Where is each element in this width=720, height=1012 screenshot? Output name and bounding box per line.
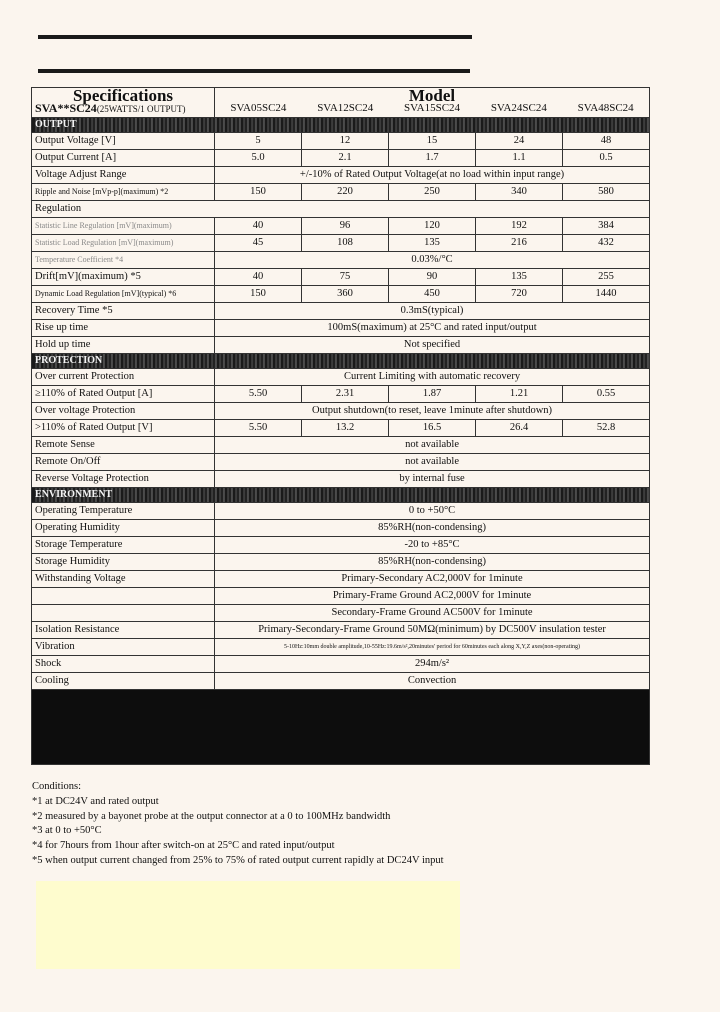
span-value-cell: Primary-Secondary-Frame Ground 50MΩ(minimum) by DC500V insulation tester [215, 622, 650, 639]
value-cell: 2.1 [302, 150, 389, 167]
row-label: Statistic Load Regulation [mV](maximum) [32, 235, 215, 252]
value-cell: 0.5 [563, 150, 650, 167]
value-cell: 5 [215, 133, 302, 150]
row-label: Remote Sense [32, 437, 215, 454]
value-cell: 120 [389, 218, 476, 235]
table-row [32, 133, 650, 150]
value-cell: 26.4 [476, 420, 563, 437]
value-cell: 384 [563, 218, 650, 235]
section-band-label: ENVIRONMENT [32, 488, 650, 503]
span-value-cell: 100mS(maximum) at 25°C and rated input/output [215, 320, 650, 337]
value-cell: 12 [302, 133, 389, 150]
span-value-cell: not available [215, 437, 650, 454]
value-cell: 90 [389, 269, 476, 286]
value-cell: 52.8 [563, 420, 650, 437]
span-value-cell: not available [215, 454, 650, 471]
value-cell: 1.87 [389, 386, 476, 403]
value-cell: 580 [563, 184, 650, 201]
spec-header-cell [32, 88, 215, 118]
row-label: Withstanding Voltage [32, 571, 215, 588]
row-label: Isolation Resistance [32, 622, 215, 639]
row-label: Output Voltage [V] [32, 133, 215, 150]
table-row [32, 588, 650, 605]
value-cell: 96 [302, 218, 389, 235]
section-band [32, 488, 650, 503]
span-value-cell: Secondary-Frame Ground AC500V for 1minute [215, 605, 650, 622]
value-cell: 1.1 [476, 150, 563, 167]
value-cell: 220 [302, 184, 389, 201]
span-value-cell: 0.3mS(typical) [215, 303, 650, 320]
value-cell: 192 [476, 218, 563, 235]
model-names [215, 102, 649, 115]
span-value-cell: 0.03%/°C [215, 252, 650, 269]
table-row [32, 437, 650, 454]
table-row [32, 386, 650, 403]
span-value-cell: by internal fuse [215, 471, 650, 488]
row-label: Ripple and Noise [mVp-p](maximum) *2 [32, 184, 215, 201]
highlight-box [36, 881, 460, 969]
row-label: Over voltage Protection [32, 403, 215, 420]
value-cell: 216 [476, 235, 563, 252]
span-value-cell: 294m/s² [215, 656, 650, 673]
row-label: Output Current [A] [32, 150, 215, 167]
table-row [32, 235, 650, 252]
row-label: Statistic Line Regulation [mV](maximum) [32, 218, 215, 235]
condition-note: *3 at 0 to +50°C [32, 825, 102, 837]
span-value-cell: 5-10Hz:10mm double amplitude,10-55Hz:19.6m/s²,20minutes' period for 60minutes each along X,Y,Z axes(non-operating) [215, 639, 650, 656]
table-row [32, 673, 650, 690]
model-header-cell [215, 88, 650, 118]
table-row [32, 337, 650, 354]
series-name: SVA**SC24 [35, 101, 97, 115]
table-row [32, 503, 650, 520]
value-cell: 5.50 [215, 420, 302, 437]
value-cell: 0.55 [563, 386, 650, 403]
span-value-cell: Not specified [215, 337, 650, 354]
table-row [32, 150, 650, 167]
row-label: Cooling [32, 673, 215, 690]
value-cell: 16.5 [389, 420, 476, 437]
table-row [32, 571, 650, 588]
value-cell: 48 [563, 133, 650, 150]
row-label: Drift[mV](maximum) *5 [32, 269, 215, 286]
value-cell: 255 [563, 269, 650, 286]
table-row [32, 554, 650, 571]
group-label: Regulation [32, 201, 650, 218]
value-cell: 135 [476, 269, 563, 286]
table-row [32, 420, 650, 437]
row-label: Reverse Voltage Protection [32, 471, 215, 488]
table-row [32, 369, 650, 386]
row-label: Recovery Time *5 [32, 303, 215, 320]
table-row [32, 454, 650, 471]
span-value-cell: Output shutdown(to reset, leave 1minute after shutdown) [215, 403, 650, 420]
model-name: SVA15SC24 [404, 102, 461, 114]
section-band [32, 354, 650, 369]
redacted-block [32, 690, 650, 765]
value-cell: 1.7 [389, 150, 476, 167]
row-label: Dynamic Load Regulation [mV](typical) *6 [32, 286, 215, 303]
table-row [32, 403, 650, 420]
model-name: SVA24SC24 [490, 102, 547, 114]
value-cell: 5.50 [215, 386, 302, 403]
model-name: SVA05SC24 [230, 102, 287, 114]
table-row [32, 218, 650, 235]
table-row [32, 167, 650, 184]
top-rule-2 [38, 69, 470, 73]
value-cell: 108 [302, 235, 389, 252]
span-value-cell: 85%RH(non-condensing) [215, 554, 650, 571]
table-row [32, 184, 650, 201]
top-rule-1 [38, 35, 472, 39]
row-label: Operating Temperature [32, 503, 215, 520]
value-cell: 40 [215, 218, 302, 235]
row-label: Storage Humidity [32, 554, 215, 571]
value-cell: 432 [563, 235, 650, 252]
span-value-cell: Current Limiting with automatic recovery [215, 369, 650, 386]
table-row [32, 286, 650, 303]
row-label: Remote On/Off [32, 454, 215, 471]
value-cell: 720 [476, 286, 563, 303]
table-row [32, 252, 650, 269]
condition-note: *1 at DC24V and rated output [32, 795, 159, 807]
value-cell: 450 [389, 286, 476, 303]
row-label: Hold up time [32, 337, 215, 354]
table-row [32, 656, 650, 673]
span-value-cell: 0 to +50°C [215, 503, 650, 520]
row-label: Voltage Adjust Range [32, 167, 215, 184]
section-band-label: OUTPUT [32, 118, 650, 133]
table-row [32, 201, 650, 218]
row-label: Temperature Coefficient *4 [32, 252, 215, 269]
table-row [32, 269, 650, 286]
table-row [32, 537, 650, 554]
value-cell: 2.31 [302, 386, 389, 403]
row-label: ≥110% of Rated Output [A] [32, 386, 215, 403]
model-name: SVA12SC24 [317, 102, 374, 114]
value-cell: 340 [476, 184, 563, 201]
span-value-cell: Convection [215, 673, 650, 690]
row-label: Operating Humidity [32, 520, 215, 537]
model-title: Model [408, 87, 456, 105]
value-cell: 40 [215, 269, 302, 286]
row-label: Shock [32, 656, 215, 673]
span-value-cell: +/-10% of Rated Output Voltage(at no load within input range) [215, 167, 650, 184]
table-row [32, 520, 650, 537]
table-row [32, 303, 650, 320]
value-cell: 45 [215, 235, 302, 252]
value-cell: 24 [476, 133, 563, 150]
value-cell: 150 [215, 184, 302, 201]
value-cell: 15 [389, 133, 476, 150]
spec-title: Specifications [72, 87, 174, 105]
value-cell: 150 [215, 286, 302, 303]
specifications-table [31, 87, 650, 765]
value-cell: 360 [302, 286, 389, 303]
series-note: (25WATTS/1 OUTPUT) [96, 104, 186, 114]
conditions-notes [32, 780, 444, 869]
conditions-title: Conditions: [32, 781, 82, 792]
redacted-cell [32, 690, 650, 765]
span-value-cell: Primary-Secondary AC2,000V for 1minute [215, 571, 650, 588]
row-label [32, 605, 215, 622]
model-name: SVA48SC24 [577, 102, 634, 114]
section-band [32, 118, 650, 133]
condition-note: *4 for 7hours from 1hour after switch-on at 25°C and rated input/output [32, 840, 335, 852]
table-row [32, 605, 650, 622]
row-label: Vibration [32, 639, 215, 656]
section-band-label: PROTECTION [32, 354, 650, 369]
condition-note: *2 measured by a bayonet probe at the output connector at a 0 to 100MHz bandwidth [32, 810, 391, 822]
row-label: >110% of Rated Output [V] [32, 420, 215, 437]
table-row [32, 639, 650, 656]
table-row [32, 471, 650, 488]
span-value-cell: 85%RH(non-condensing) [215, 520, 650, 537]
row-label: Rise up time [32, 320, 215, 337]
value-cell: 13.2 [302, 420, 389, 437]
value-cell: 1440 [563, 286, 650, 303]
table-row [32, 622, 650, 639]
condition-note: *5 when output current changed from 25% to 75% of rated output current rapidly at DC24V input [32, 854, 444, 866]
span-value-cell: Primary-Frame Ground AC2,000V for 1minute [215, 588, 650, 605]
value-cell: 250 [389, 184, 476, 201]
series-title [35, 102, 211, 115]
value-cell: 75 [302, 269, 389, 286]
row-label: Over current Protection [32, 369, 215, 386]
row-label: Storage Temperature [32, 537, 215, 554]
row-label [32, 588, 215, 605]
value-cell: 135 [389, 235, 476, 252]
span-value-cell: -20 to +85°C [215, 537, 650, 554]
table-header-row [32, 88, 650, 118]
value-cell: 1.21 [476, 386, 563, 403]
table-row [32, 320, 650, 337]
value-cell: 5.0 [215, 150, 302, 167]
